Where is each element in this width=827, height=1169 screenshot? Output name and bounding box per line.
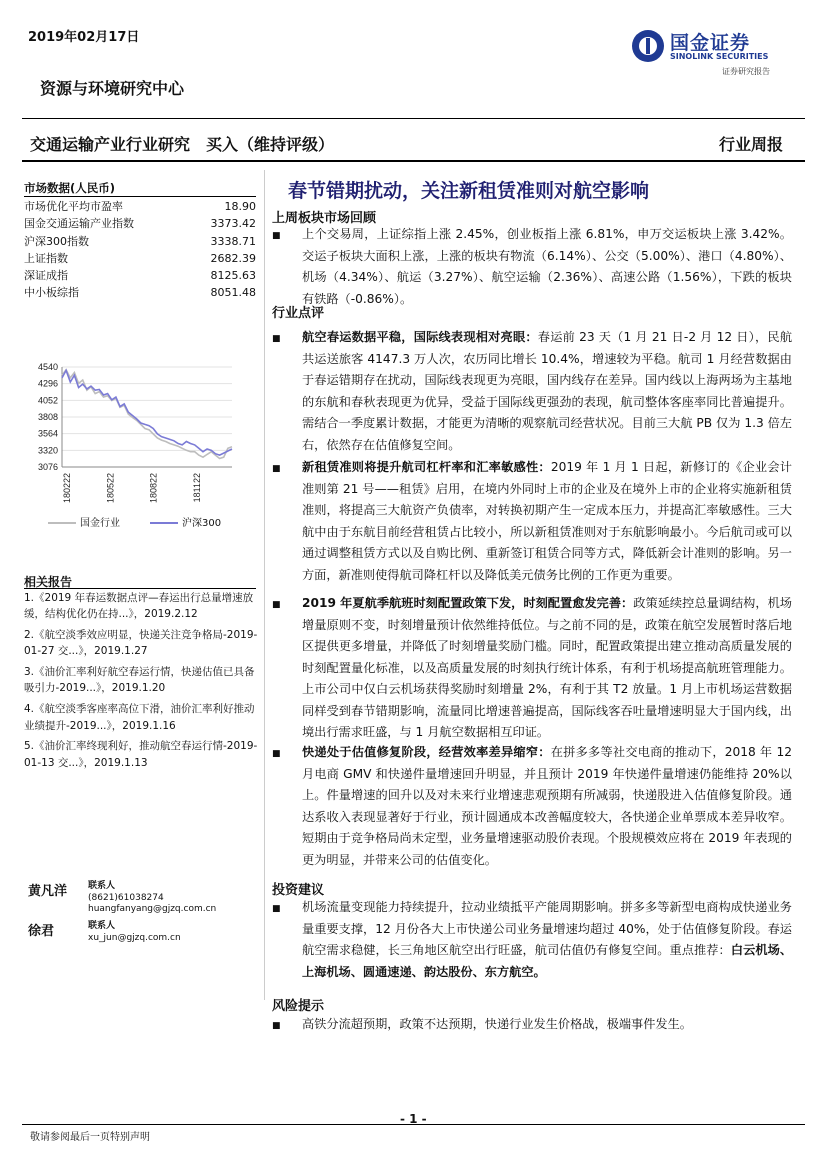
market-row: 中小板综指 8051.48	[24, 286, 256, 300]
related-report-item[interactable]: 4.《航空淡季客座率高位下滑，油价汇率利好推动业绩提升-2019...》，2019.1.16	[24, 703, 255, 732]
related-report-item[interactable]: 5.《油价汇率终现利好，推动航空春运行情-2019-01-13 交...》，2019.1.13	[24, 740, 258, 769]
market-review-paragraph: ■ 上个交易周，上证综指上涨 2.45%，创业板指上涨 6.81%，申万交运板块上涨 3.42%。交运子板块大面积上涨，上涨的板块有物流（6.14%）、公交（5.00%）、港口（4.80%）、机场（4.34%）、航运（3.27%）、航空运输（2.36%）、高速公路（1.56%），下跌的板块有铁路（-0.86%）。	[272, 227, 792, 306]
market-row: 市场优化平均市盈率 18.90	[24, 200, 256, 213]
analyst-phone: (8621)61038274	[88, 892, 164, 903]
market-data-table	[24, 198, 256, 302]
y-tick-label: 3564	[37, 428, 58, 439]
investment-paragraph: ■ 机场流量变现能力持续提升，拉动业绩抵平产能周期影响。拼多多等新型电商构成快递业务量重要支撑，12 月份各大上市快递公司业务量增速均超过 40%，处于估值修复阶段。春运航空需求稳健，长三角地区航空出行旺盛，航司估值仍有修复空间。重点推荐：白云机场、上海机场、圆通速递、韵达股份、东方航空。	[272, 900, 793, 979]
market-data-title: 市场数据(人民币)	[24, 181, 116, 195]
bullet-icon: ■	[272, 1021, 281, 1031]
report-label: 证券研究报告	[722, 67, 770, 76]
y-tick-label: 4540	[37, 362, 58, 372]
legend-item-hs300: 沪深300	[150, 514, 221, 529]
x-tick-label: 180822	[148, 473, 159, 504]
x-tick-label: 180522	[105, 473, 116, 504]
commentary-item: ■ 新租赁准则将提升航司杠杆率和汇率敏感性：2019 年 1 月 1 日起，新修订的《企业会计准则第 21 号——租赁》启用，在境内外同时上市的企业及在境外上市的企业将实施新租赁准则，将提高三大航资产负债率，对转换初期产生一定成本压力，并提高汇率敏感性。三大航中由于东航目前经营租赁占比较小，所以新租赁准则对于东航影响最小。今后航司或可以通过调整租赁方式以及自购比例、重新签订租赁合同等方式，降低新会计准则的影响。另一方面，新准则使得航司降杠杆以及降低美元债务比例的工作更为重要。	[272, 460, 792, 582]
market-row: 上证指数 2682.39	[24, 251, 256, 265]
bullet-icon: ■	[272, 600, 281, 610]
related-reports-list	[24, 590, 260, 775]
page-number: - 1 -	[400, 1112, 427, 1126]
market-row: 深证成指 8125.63	[24, 269, 256, 283]
bullet-icon: ■	[272, 464, 281, 474]
report-headline: 春节错期扰动，关注新租赁准则对航空影响	[288, 180, 650, 202]
analyst-role: 联系人	[88, 881, 116, 891]
company-name: 国金证券	[670, 32, 751, 54]
market-data-divider	[24, 196, 256, 197]
bullet-icon: ■	[272, 231, 281, 241]
index-line-chart	[22, 342, 240, 542]
related-divider	[24, 588, 256, 589]
subheader-divider	[22, 160, 805, 162]
chart-legend	[48, 514, 221, 529]
analyst-email[interactable]: huangfanyang@gjzq.com.cn	[88, 904, 217, 914]
analyst-card	[24, 920, 254, 952]
y-tick-label: 4296	[37, 378, 58, 389]
analyst-card	[24, 880, 254, 920]
y-tick-label: 3320	[37, 445, 58, 456]
disclaimer-note: 敬请参阅最后一页特别声明	[30, 1132, 150, 1143]
related-report-item[interactable]: 2.《航空淡季效应明显，快递关注竞争格局-2019-01-27 交...》，2019.1.27	[24, 629, 258, 658]
section-title-market-review: 上周板块市场回顾	[272, 211, 377, 226]
analyst-name: 黄凡洋	[28, 884, 68, 899]
bullet-icon: ■	[272, 904, 281, 914]
risk-paragraph: ■ 高铁分流超预期，政策不达预期，快递行业发生价格战，极端事件发生。	[272, 1014, 792, 1036]
company-name-en: SINOLINK SECURITIES	[670, 52, 769, 61]
legend-item-industry: 国金行业	[48, 514, 120, 529]
bullet-icon: ■	[272, 334, 281, 344]
x-tick-label: 181122	[192, 473, 202, 503]
y-tick-label: 3808	[37, 412, 58, 422]
section-title-risk: 风险提示	[272, 999, 325, 1014]
y-tick-label: 3076	[37, 462, 58, 472]
research-center: 资源与环境研究中心	[40, 79, 185, 98]
commentary-item: ■ 快递处于估值修复阶段，经营效率差异缩窄：在拼多多等社交电商的推动下，2018 年 12 月电商 GMV 和快递件量增速回升明显，并且预计 2019 年快递件量增速仍能维持 20%以上。件量增速的回升以及对未来行业增速悲观预期有所减弱，快递股进入估值修复阶段。通达系收入表现显著好于行业，预计圆通成本改善幅度较大，各快递企业单票成本差异收窄。短期由于竞争格局尚未定型，业务量增速驱动股价表现。个股规模效应将在 2019 年表现的更为明显，并带来公司的估值变化。	[272, 745, 792, 867]
y-tick-label: 4052	[37, 395, 58, 406]
market-row: 国金交通运输产业指数 3373.42	[24, 217, 256, 231]
company-logo-icon	[630, 28, 666, 64]
series-line-hs300	[62, 370, 232, 455]
footer-divider	[22, 1124, 805, 1125]
x-tick-label: 180222	[62, 473, 72, 504]
commentary-item: ■ 2019 年夏航季航班时刻配置政策下发，时刻配置愈发完善：政策延续控总量调结构，机场增量原则不变，时刻增量预计依然维持低位。与之前不同的是，政策在航空发展暂时落后地区提供更多增量，并降低了时刻增量奖励门槛。同时，配置政策提出建立推动高质量发展的时刻配置量化标准，以及高质量发展的时刻执行统计体系，有利于机场提高航班管理能力。上市公司中仅白云机场获得奖励时刻增量 2%，有利于其 T2 放量。1 月上市机场运营数据同样受到春节错期影响，流量同比增速普遍提高，国际线客吞吐量增速明显大于国内线，出境出行需求旺盛，与 1 月航空数据相互印证。	[272, 596, 792, 739]
series-line-industry	[62, 370, 232, 459]
analyst-role: 联系人	[88, 921, 116, 931]
report-date: 2019年02月17日	[28, 30, 140, 45]
header-divider	[22, 118, 805, 119]
industry-rating: 交通运输产业行业研究 买入（维持评级）	[30, 135, 335, 154]
analyst-name: 徐君	[28, 924, 55, 939]
related-report-item[interactable]: 3.《油价汇率利好航空春运行情，快递估值已具备吸引力-2019...》，2019.1.20	[24, 666, 255, 695]
bullet-icon: ■	[272, 749, 281, 759]
section-title-commentary: 行业点评	[272, 306, 325, 321]
market-row: 沪深300指数 3338.71	[24, 234, 256, 248]
commentary-item: ■ 航空春运数据平稳，国际线表现相对亮眼：春运前 23 天（1 月 21 日-2 月 12 日），民航共运送旅客 4147.3 万人次，农历同比增长 10.4%，增速较为平稳。航司 1 月经营数据由于春运错期存在扰动，国际线表现更为亮眼，国内线存在差异。国内线以上海两场为主基地的东航和春秋表现更为优异，受益于国际线更强劲的表现，航司整体客座率同比普遍提升。需结合一季度累计数据，才能更为清晰的观察航司经营状况。目前三大航 PB 仅为 1.3 倍左右，依然存在估值修复空间。	[272, 330, 793, 452]
section-title-investment: 投资建议	[272, 883, 325, 898]
related-reports-title: 相关报告	[24, 575, 73, 589]
report-type: 行业周报	[718, 135, 783, 154]
analyst-email[interactable]: xu_jun@gjzq.com.cn	[88, 932, 181, 943]
related-report-item[interactable]: 1.《2019 年春运数据点评—春运出行总量增速放缓，结构优化仍在持...》，2019.2.12	[24, 592, 254, 621]
column-divider	[264, 170, 265, 1000]
